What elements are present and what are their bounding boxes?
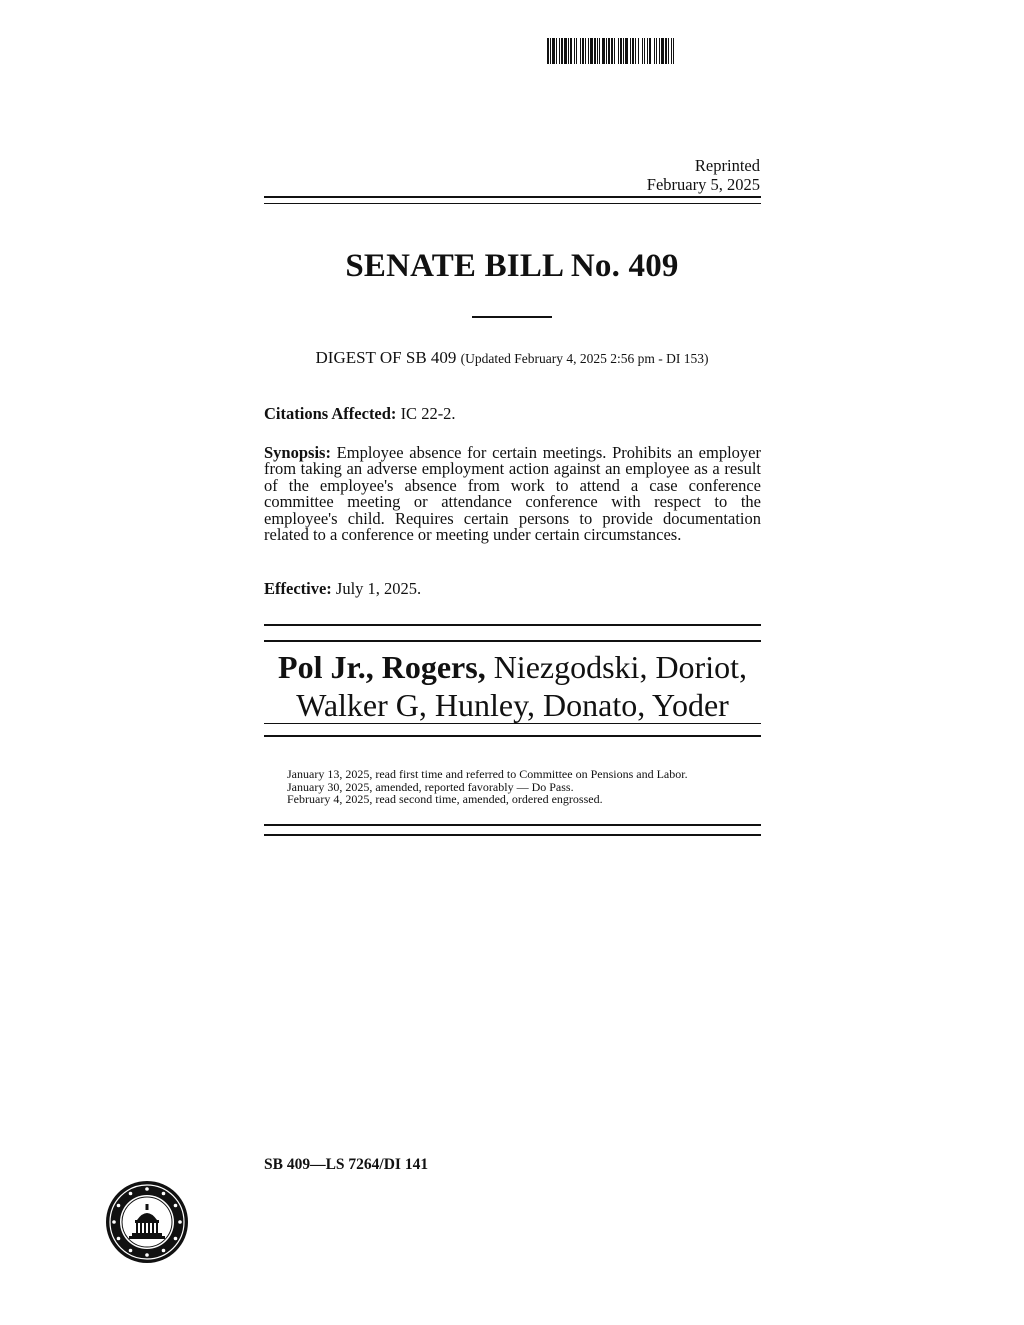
citations-affected bbox=[264, 404, 456, 424]
barcode-bar bbox=[570, 38, 572, 64]
barcode-bar bbox=[673, 38, 674, 64]
barcode-bar bbox=[623, 38, 624, 64]
barcode-bar bbox=[550, 38, 551, 64]
legislative-history bbox=[287, 768, 688, 806]
barcode-bar bbox=[647, 38, 648, 64]
authors-coauthors-1: Niezgodski, Doriot, bbox=[493, 649, 747, 685]
authors-rule-bottom-2 bbox=[264, 735, 761, 737]
barcode-bar bbox=[656, 38, 657, 64]
barcode-bar bbox=[649, 38, 651, 64]
barcode-bar bbox=[585, 38, 586, 64]
barcode-bar bbox=[644, 38, 645, 64]
authors-rule-top-1 bbox=[264, 624, 761, 626]
barcode-bar bbox=[564, 38, 567, 64]
barcode-bar bbox=[630, 38, 631, 64]
effective-value: July 1, 2025. bbox=[335, 579, 422, 598]
authors-rule-bottom-1 bbox=[264, 723, 761, 724]
barcode-bar bbox=[620, 38, 622, 64]
barcode-bar bbox=[576, 38, 577, 64]
citations-value: IC 22-2. bbox=[400, 404, 456, 423]
barcode-bar bbox=[635, 38, 636, 64]
barcode-bar bbox=[661, 38, 664, 64]
barcode-bar bbox=[611, 38, 613, 64]
barcode-bar bbox=[606, 38, 607, 64]
author-primary-1: Pol Jr., bbox=[278, 649, 374, 685]
authors-line-2: Walker G, Hunley, Donato, Yoder bbox=[296, 687, 729, 723]
header-rule-top bbox=[264, 196, 761, 198]
history-rule-2 bbox=[264, 834, 761, 836]
barcode-bar bbox=[568, 38, 569, 64]
indiana-seal-icon bbox=[105, 1180, 189, 1264]
title-divider bbox=[472, 316, 552, 318]
barcode-bar bbox=[547, 38, 549, 64]
reprinted-date: February 5, 2025 bbox=[646, 175, 760, 194]
history-rule-1 bbox=[264, 824, 761, 826]
history-item: January 13, 2025, read first time and referred to Committee on Pensions and Labor. bbox=[287, 767, 688, 781]
barcode-bar bbox=[659, 38, 660, 64]
barcode-bar bbox=[590, 38, 593, 64]
barcode-bar bbox=[561, 38, 563, 64]
barcode-bar bbox=[580, 38, 581, 64]
barcode-bar bbox=[625, 38, 628, 64]
barcode-bar bbox=[654, 38, 655, 64]
authors-rule-top-2 bbox=[264, 640, 761, 642]
barcode-bar bbox=[574, 38, 575, 64]
digest-title: DIGEST OF SB 409 bbox=[315, 348, 457, 367]
barcode-bar bbox=[588, 38, 589, 64]
barcode-bar bbox=[614, 38, 615, 64]
barcode-bar bbox=[552, 38, 555, 64]
digest-heading bbox=[0, 348, 1024, 368]
synopsis bbox=[264, 445, 761, 543]
reprint-notice bbox=[647, 156, 760, 194]
barcode-bar bbox=[642, 38, 643, 64]
synopsis-label: Synopsis: bbox=[264, 443, 331, 462]
barcode-bar bbox=[665, 38, 667, 64]
bill-title: SENATE BILL No. 409 bbox=[345, 248, 679, 284]
barcode-bar bbox=[618, 38, 619, 64]
citations-label: Citations Affected: bbox=[264, 404, 397, 423]
history-item: January 30, 2025, amended, reported favorably — Do Pass. bbox=[287, 779, 574, 794]
digest-updated: (Updated February 4, 2025 2:56 pm - DI 153) bbox=[460, 351, 709, 366]
authors-block bbox=[264, 648, 761, 724]
barcode-bar bbox=[559, 38, 560, 64]
barcode-bar bbox=[638, 38, 639, 64]
barcode-bar bbox=[632, 38, 634, 64]
reprinted-label: Reprinted bbox=[694, 156, 760, 175]
effective-date bbox=[264, 579, 421, 599]
barcode-bar bbox=[599, 38, 600, 64]
barcode-bar bbox=[668, 38, 669, 64]
barcode-bar bbox=[582, 38, 584, 64]
effective-label: Effective: bbox=[264, 579, 332, 598]
synopsis-text: Employee absence for certain meetings. Prohibits an employer from taking an adverse employment action against an employee as a result of the employee's absence from work to attend a case conference committee meeting or attendance conference with respect to the employee's child. Requires certain persons to provide documentation related to a conference or meeting under certain circumstances. bbox=[264, 443, 761, 545]
history-item: February 4, 2025, read second time, amended, ordered engrossed. bbox=[287, 792, 603, 807]
barcode-bar bbox=[608, 38, 610, 64]
bill-code: SB 409—LS 7264/DI 141 bbox=[264, 1156, 429, 1173]
barcode-bar bbox=[594, 38, 596, 64]
barcode-bar bbox=[671, 38, 672, 64]
barcode-bar bbox=[602, 38, 605, 64]
barcode-bar bbox=[597, 38, 598, 64]
barcode-bar bbox=[556, 38, 557, 64]
barcode bbox=[547, 38, 781, 64]
authors-line-1 bbox=[264, 648, 761, 686]
header-rule-bottom bbox=[264, 203, 761, 204]
author-primary-2: Rogers, bbox=[381, 649, 486, 685]
